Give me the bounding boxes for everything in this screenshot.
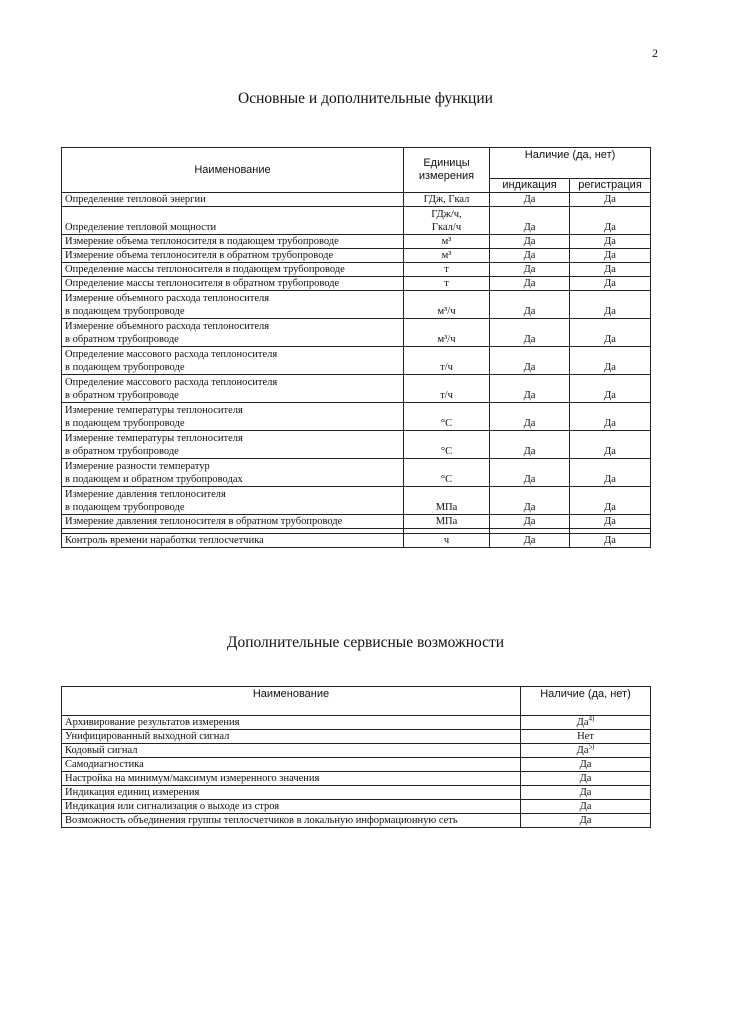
table-row xyxy=(62,534,651,548)
registration-cell: Да xyxy=(570,515,651,529)
function-name-line: Измерение объемного расхода теплоносителя xyxy=(65,321,270,332)
service-features-table xyxy=(61,686,651,828)
function-name xyxy=(62,277,404,291)
unit-cell xyxy=(404,515,490,529)
indication-cell: Да xyxy=(490,375,570,403)
table-row xyxy=(62,249,651,263)
feature-presence xyxy=(521,758,651,772)
table-row xyxy=(62,403,651,431)
indication-cell: Да xyxy=(490,431,570,459)
registration-cell: Да xyxy=(570,207,651,235)
unit-line: м³/ч xyxy=(437,306,456,317)
registration-cell: Да xyxy=(570,291,651,319)
header-name: Наименование xyxy=(62,148,404,193)
unit-line: ч xyxy=(443,535,450,546)
function-name xyxy=(62,459,404,487)
unit-line: МПа xyxy=(435,502,458,513)
indication-cell: Да xyxy=(490,534,570,548)
section-title-main-functions: Основные и дополнительные функции xyxy=(238,90,493,107)
feature-presence xyxy=(521,800,651,814)
page-number: 2 xyxy=(652,46,658,60)
function-name xyxy=(62,193,404,207)
service-features-body xyxy=(62,716,651,828)
table-row xyxy=(62,814,651,828)
table-row xyxy=(62,758,651,772)
header-registration: регистрация xyxy=(570,179,651,193)
feature-presence xyxy=(521,744,651,758)
unit-cell xyxy=(404,375,490,403)
function-name-line: Измерение давления теплоносителя xyxy=(65,489,226,500)
feature-name: Унифицированный выходной сигнал xyxy=(62,730,521,744)
unit-cell xyxy=(404,431,490,459)
function-name xyxy=(62,319,404,347)
table-row xyxy=(62,730,651,744)
registration-cell: Да xyxy=(570,263,651,277)
feature-name: Самодиагностика xyxy=(62,758,521,772)
registration-cell: Да xyxy=(570,277,651,291)
unit-line: ГДж, Гкал xyxy=(423,194,470,205)
registration-cell: Да xyxy=(570,431,651,459)
presence-value: Да xyxy=(579,815,592,826)
unit-cell xyxy=(404,193,490,207)
feature-presence xyxy=(521,786,651,800)
table-row xyxy=(62,375,651,403)
unit-cell xyxy=(404,534,490,548)
indication-cell: Да xyxy=(490,235,570,249)
footnote-marker: 4) xyxy=(588,714,595,723)
presence-value: Да xyxy=(576,717,589,728)
indication-cell: Да xyxy=(490,249,570,263)
function-name-line: Измерение объема теплоносителя в обратном трубопроводе xyxy=(65,250,334,261)
table-row xyxy=(62,193,651,207)
table-row xyxy=(62,263,651,277)
section-title-service-features: Дополнительные сервисные возможности xyxy=(226,634,505,651)
table-row xyxy=(62,319,651,347)
function-name xyxy=(62,487,404,515)
main-functions-body xyxy=(62,193,651,548)
unit-line: °С xyxy=(440,418,453,429)
function-name-line: Определение массы теплоносителя в подающем трубопроводе xyxy=(65,264,345,275)
table-row xyxy=(62,235,651,249)
function-name-line: Измерение температуры теплоносителя xyxy=(65,433,243,444)
table-row xyxy=(62,716,651,730)
feature-presence xyxy=(521,814,651,828)
unit-cell xyxy=(404,277,490,291)
feature-name: Индикация единиц измерения xyxy=(62,786,521,800)
indication-cell: Да xyxy=(490,319,570,347)
feature-name: Кодовый сигнал xyxy=(62,744,521,758)
unit-cell xyxy=(404,207,490,235)
unit-line: Гкал/ч xyxy=(431,222,462,233)
function-name-line: Измерение давления теплоносителя в обратном трубопроводе xyxy=(65,516,343,527)
unit-cell xyxy=(404,347,490,375)
indication-cell: Да xyxy=(490,403,570,431)
function-name xyxy=(62,347,404,375)
function-name xyxy=(62,263,404,277)
table-row xyxy=(62,277,651,291)
unit-cell xyxy=(404,403,490,431)
header-units xyxy=(404,148,490,193)
table-row xyxy=(62,431,651,459)
unit-cell xyxy=(404,319,490,347)
function-name-line: Определение массы теплоносителя в обратном трубопроводе xyxy=(65,278,340,289)
function-name xyxy=(62,207,404,235)
header-presence: Наличие (да, нет) xyxy=(490,148,651,179)
registration-cell: Да xyxy=(570,249,651,263)
presence-value: Да xyxy=(579,801,592,812)
footnote-marker: 5) xyxy=(588,742,595,751)
unit-line: т xyxy=(444,278,449,289)
function-name-line: Измерение температуры теплоносителя xyxy=(65,405,243,416)
function-name-line: Определение массового расхода теплоносителя xyxy=(65,377,278,388)
table-row xyxy=(62,786,651,800)
function-name xyxy=(62,249,404,263)
header-units-line1: Единицы xyxy=(423,157,470,169)
function-name-line: в обратном трубопроводе xyxy=(65,446,179,457)
indication-cell: Да xyxy=(490,291,570,319)
table-row xyxy=(62,515,651,529)
registration-cell: Да xyxy=(570,235,651,249)
function-name-line: в подающем и обратном трубопроводах xyxy=(65,474,243,485)
unit-line: м³ xyxy=(441,236,452,247)
function-name-line: Определение массового расхода теплоносителя xyxy=(65,349,278,360)
registration-cell: Да xyxy=(570,534,651,548)
function-name xyxy=(62,403,404,431)
function-name xyxy=(62,534,404,548)
unit-line: м³/ч xyxy=(437,334,456,345)
registration-cell: Да xyxy=(570,193,651,207)
function-name-line: Определение тепловой мощности xyxy=(65,222,217,233)
indication-cell: Да xyxy=(490,277,570,291)
function-name xyxy=(62,515,404,529)
registration-cell: Да xyxy=(570,347,651,375)
unit-cell xyxy=(404,249,490,263)
indication-cell: Да xyxy=(490,193,570,207)
indication-cell: Да xyxy=(490,347,570,375)
registration-cell: Да xyxy=(570,459,651,487)
indication-cell: Да xyxy=(490,487,570,515)
indication-cell: Да xyxy=(490,459,570,487)
unit-cell xyxy=(404,235,490,249)
header-presence: Наличие (да, нет) xyxy=(521,687,651,716)
feature-presence xyxy=(521,730,651,744)
header-units-line2: измерения xyxy=(418,170,475,182)
registration-cell: Да xyxy=(570,319,651,347)
table-row xyxy=(62,744,651,758)
feature-name: Настройка на минимум/максимум измеренного значения xyxy=(62,772,521,786)
table-row xyxy=(62,487,651,515)
feature-name: Индикация или сигнализация о выходе из строя xyxy=(62,800,521,814)
unit-line: °С xyxy=(440,474,453,485)
function-name-line: Определение тепловой энергии xyxy=(65,194,206,205)
table-row xyxy=(62,347,651,375)
function-name xyxy=(62,235,404,249)
header-indication: индикация xyxy=(490,179,570,193)
presence-value: Да xyxy=(579,787,592,798)
function-name-line: в подающем трубопроводе xyxy=(65,418,185,429)
registration-cell: Да xyxy=(570,403,651,431)
feature-name: Архивирование результатов измерения xyxy=(62,716,521,730)
unit-cell xyxy=(404,459,490,487)
unit-cell xyxy=(404,291,490,319)
registration-cell: Да xyxy=(570,487,651,515)
function-name-line: Измерение разности температур xyxy=(65,461,210,472)
unit-line: °С xyxy=(440,446,453,457)
feature-presence xyxy=(521,772,651,786)
table-row xyxy=(62,207,651,235)
function-name-line: в обратном трубопроводе xyxy=(65,390,179,401)
registration-cell: Да xyxy=(570,375,651,403)
function-name xyxy=(62,291,404,319)
function-name-line: в подающем трубопроводе xyxy=(65,362,185,373)
function-name-line: в обратном трубопроводе xyxy=(65,334,179,345)
presence-value: Да xyxy=(579,773,592,784)
function-name xyxy=(62,375,404,403)
function-name-line: в подающем трубопроводе xyxy=(65,306,185,317)
main-functions-table xyxy=(61,147,651,548)
unit-line: м³ xyxy=(441,250,452,261)
function-name-line: Контроль времени наработки теплосчетчика xyxy=(65,535,264,546)
indication-cell: Да xyxy=(490,515,570,529)
table-row xyxy=(62,772,651,786)
table-row xyxy=(62,291,651,319)
unit-cell xyxy=(404,263,490,277)
function-name xyxy=(62,431,404,459)
table-row xyxy=(62,459,651,487)
unit-line: ГДж/ч, xyxy=(431,209,462,220)
presence-value: Да xyxy=(576,745,589,756)
function-name-line: Измерение объемного расхода теплоносителя xyxy=(65,293,270,304)
feature-presence xyxy=(521,716,651,730)
unit-line: МПа xyxy=(435,516,458,527)
function-name-line: Измерение объема теплоносителя в подающем трубопроводе xyxy=(65,236,339,247)
indication-cell: Да xyxy=(490,207,570,235)
header-name: Наименование xyxy=(62,687,521,716)
feature-name: Возможность объединения группы теплосчетчиков в локальную информационную сеть xyxy=(62,814,521,828)
unit-cell xyxy=(404,487,490,515)
table-row xyxy=(62,800,651,814)
indication-cell: Да xyxy=(490,263,570,277)
presence-value: Да xyxy=(579,759,592,770)
unit-line: т xyxy=(444,264,449,275)
unit-line: т/ч xyxy=(440,390,453,401)
presence-value: Нет xyxy=(577,731,594,742)
unit-line: т/ч xyxy=(440,362,453,373)
function-name-line: в подающем трубопроводе xyxy=(65,502,185,513)
